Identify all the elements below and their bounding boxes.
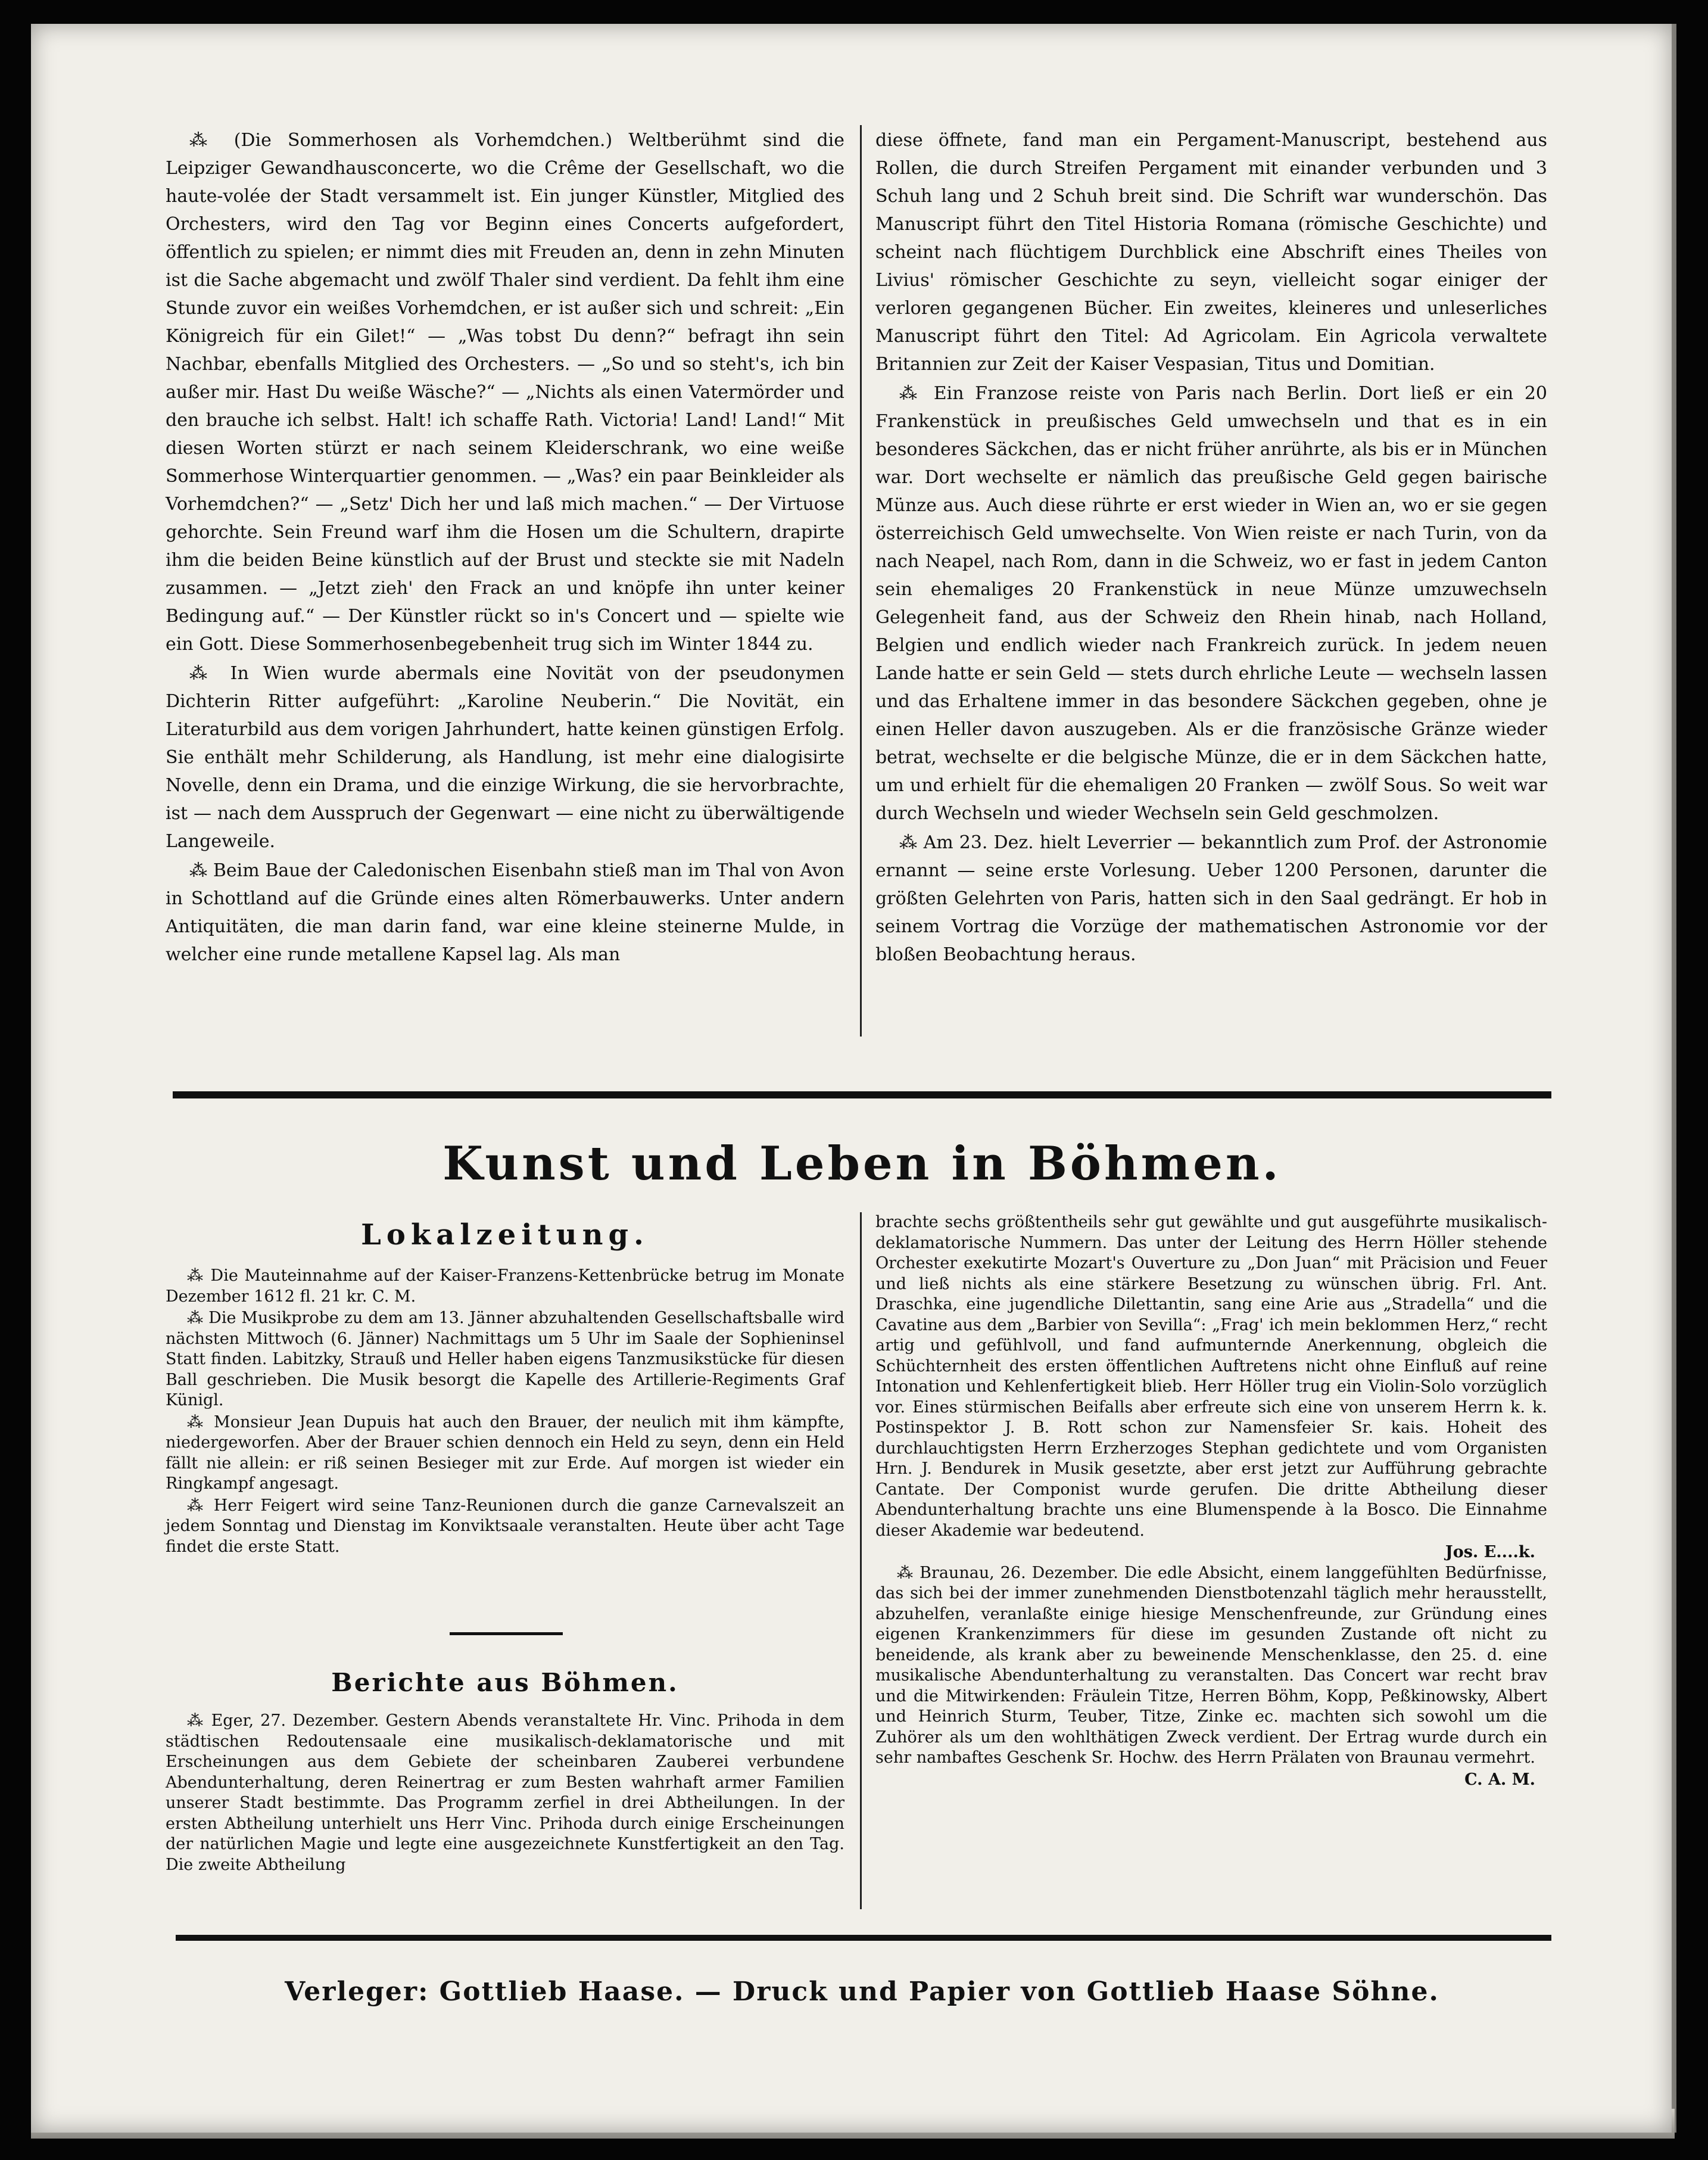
berichte-right-column: [875, 1212, 1547, 1790]
short-divider: [450, 1632, 563, 1635]
imprint-line: Verleger: Gottlieb Haase. — Druck und Papier von Gottlieb Haase Söhne.: [285, 1977, 1439, 2007]
top-right-column: [875, 126, 1547, 970]
top-left-column: [166, 126, 844, 970]
news-item: ⁂ Monsieur Jean Dupuis hat auch den Brauer, der neulich mit ihm kämpfte, niedergeworfen. Aber der Brauer schien dennoch ein Held zu seyn, denn ein Held fällt nie allein: er riß seinen Besieger mit zur Erde. Auf morgen ist wieder ein Ringkampf angesagt.: [166, 1412, 844, 1493]
report-paragraph: ⁂ Eger, 27. Dezember. Gestern Abends veranstaltete Hr. Vinc. Prihoda in dem städtischen Redoutensaale eine musikalisch-deklamatorische und mit Erscheinungen aus dem Gebiete der scheinbaren Zauberei verbundene Abendunterhaltung, deren Reinertrag er zum Besten wahrhaft armer Familien unserer Stadt bestimmte. Das Programm zerfiel in drei Abtheilungen. In der ersten Abtheilung unterhielt uns Herr Vinc. Prihoda durch einige Erscheinungen der natürlichen Magie und legte eine ausgezeichnete Kunstfertigkeit an den Tag. Die zweite Abtheilung: [166, 1711, 844, 1874]
article-paragraph: ⁂ (Die Sommerhosen als Vorhemdchen.) Weltberühmt sind die Leipziger Gewandhausconcerte, wo die Crême der Gesellschaft, wo die haute-volée der Stadt versammelt ist. Ein junger Künstler, Mitglied des Orchesters, wird den Tag vor Beginn eines Concerts aufgefordert, öffentlich zu spielen; er nimmt dies mit Freuden an, denn in zehn Minuten ist die Sache abgemacht und zwölf Thaler sind verdient. Da fehlt ihm eine Stunde zuvor ein weißes Vorhemdchen, er ist außer sich und schreit: „Ein Königreich für ein Gilet!“ — „Was tobst Du denn?“ befragt ihn sein Nachbar, ebenfalls Mitglied des Orchesters. — „So und so steht's, ich bin außer mir. Hast Du weiße Wäsche?“ — „Nichts als einen Vatermörder und den brauche ich selbst. Halt! ich schaffe Rath. Victoria! Land! Land!“ Mit diesen Worten stürzt er nach seinem Kleiderschrank, wo eine weiße Sommerhose Winterquartier genommen. — „Was? ein paar Beinkleider als Vorhemdchen?“ — „Setz' Dich her und laß mich machen.“ — Der Virtuose gehorchte. Sein Freund warf ihm die Hosen um die Schultern, drapirte ihm die beiden Beine künstlich auf der Brust und steckte sie mit Nadeln zusammen. — „Jetzt zieh' den Frack an und knöpfe ihn unter keiner Bedingung auf.“ — Der Künstler rückt so in's Concert und — spielte wie ein Gott. Diese Sommerhosenbegebenheit trug sich im Winter 1844 zu.: [166, 130, 844, 655]
article-paragraph: ⁂ Beim Baue der Caledonischen Eisenbahn stieß man im Thal von Avon in Schottland auf die Gründe eines alten Römerbauwerks. Unter andern Antiquitäten, die man darin fand, war eine kleine steinerne Mulde, in welcher eine runde metallene Kapsel lag. Als man: [166, 860, 844, 965]
signature: C. A. M.: [1464, 1770, 1535, 1789]
news-item: ⁂ Die Musikprobe zu dem am 13. Jänner abzuhaltenden Gesellschaftsballe wird nächsten Mittwoch (6. Jänner) Nachmittags um 5 Uhr im Saale der Sophieninsel Statt finden. Labitzky, Strauß und Heller haben eigens Tanzmusikstücke für diesen Ball geschrieben. Die Musik besorgt die Kapelle des Artillerie-Regiments Graf Künigl.: [166, 1309, 844, 1409]
lokalzeitung-heading: Lokalzeitung.: [361, 1218, 649, 1252]
article-paragraph: diese öffnete, fand man ein Pergament-Manuscript, bestehend aus Rollen, die durch Streifen Pergament mit einander verbunden und 3 Schuh lang und 2 Schuh breit sind. Die Schrift war wunderschön. Das Manuscript führt den Titel Historia Romana (römische Geschichte) und scheint nach flüchtigem Durchblick eine Abschrift eines Theiles von Livius' römischer Geschichte zu seyn, vielleicht sogar einiger der verloren gegangenen Bücher. Ein zweites, kleineres und unleserliches Manuscript führt den Titel: Ad Agricolam. Ein Agricola verwaltete Britannien zur Zeit der Kaiser Vespasian, Titus und Domitian.: [875, 130, 1547, 375]
news-item: ⁂ Die Mauteinnahme auf der Kaiser-Franzens-Kettenbrücke betrug im Monate Dezember 1612 fl. 21 kr. C. M.: [166, 1266, 844, 1306]
signature: Jos. E....k.: [1445, 1543, 1535, 1561]
news-item: ⁂ Herr Feigert wird seine Tanz-Reunionen durch die ganze Carnevalszeit an jedem Sonntag und Dienstag im Konviktsaale veranstalten. Heute über acht Tage findet die erste Statt.: [166, 1496, 844, 1556]
article-paragraph: ⁂ In Wien wurde abermals eine Novität von der pseudonymen Dichterin Ritter aufgeführt: „Karoline Neuberin.“ Die Novität, ein Literaturbild aus dem vorigen Jahrhundert, hatte keinen günstigen Erfolg. Sie enthält mehr Schilderung, als Handlung, ist mehr eine dialogisirte Novelle, denn ein Drama, und die einzige Wirkung, die sie hervorbrachte, ist — nach dem Ausspruch der Gegenwart — eine nicht zu überwältigende Langeweile.: [166, 663, 844, 852]
berichte-left-column: [166, 1711, 844, 1876]
article-paragraph: ⁂ Am 23. Dez. hielt Leverrier — bekanntlich zum Prof. der Astronomie ernannt — seine erste Vorlesung. Ueber 1200 Personen, darunter die größten Gelehrten von Paris, hatten sich in den Saal gedrängt. Er hob in seinem Vortrag die Vorzüge der mathematischen Astronomie vor der bloßen Beobachtung heraus.: [875, 832, 1547, 965]
report-paragraph: brachte sechs größtentheils sehr gut gewählte und gut ausgeführte musikalisch-deklamatorische Nummern. Das unter der Leitung des Herrn Höller stehende Orchester exekutirte Mozart's Ouverture zu „Don Juan“ mit Präcision und Feuer und ließ nichts als eine stärkere Besetzung zu wünschen übrig. Frl. Ant. Draschka, eine jugendliche Dilettantin, sang eine Arie aus „Stradella“ und die Cavatine aus dem „Barbier von Sevilla“: „Frag' ich mein beklommen Herz,“ recht artig und gefühlvoll, und fand aufmunternde Anerkennung, obgleich die Schüchternheit des ersten öffentlichen Auftretens nicht ohne Einfluß auf reine Intonation und Kehlenfertigkeit blieb. Herr Höller trug ein Violin-Solo vorzüglich vor. Eines stürmischen Beifalls aber erfreute sich eine von unserem Herrn k. k. Postinspektor J. B. Rott schon zur Namensfeier Sr. kais. Hoheit des durchlauchtigsten Herrn Erzherzoges Stephan gedichtete und vom Organisten Hrn. J. Bendurek in Musik gesetzte, aber erst jetzt zur Aufführung gebrachte Cantate. Der Componist wurde gerufen. Die dritte Abtheilung dieser Abendunterhaltung brachte uns eine Blumenspende à la Bosco. Die Einnahme dieser Akademie war bedeutend.: [875, 1213, 1547, 1540]
berichte-heading: Berichte aus Böhmen.: [331, 1668, 679, 1697]
column-divider: [860, 1212, 862, 1909]
article-paragraph: ⁂ Ein Franzose reiste von Paris nach Berlin. Dort ließ er ein 20 Frankenstück in preußisches Geld umwechseln und that es in ein besonderes Säckchen, das er nicht früher anrührte, als bis er in München war. Dort wechselte er nämlich das preußische Geld gegen bairische Münze aus. Auch diese rührte er erst wieder in Wien an, wo er sie gegen österreichisch Geld umwechselte. Von Wien reiste er nach Turin, von da nach Neapel, nach Rom, dann in die Schweiz, wo er fast in jedem Canton sein ehemaliges 20 Frankenstück in neue Münze umzuwechseln Gelegenheit fand, aus der Schweiz den Rhein hinab, nach Holland, Belgien und endlich wieder nach Frankreich zurück. In jedem neuen Lande hatte er sein Geld — stets durch ehrliche Leute — wechseln lassen und das Erhaltene immer in das besondere Säckchen gegeben, ohne je einen Heller davon auszugeben. Als er die französische Gränze wieder betrat, wechselte er die belgische Münze, die er in dem Säckchen hatte, um und erhielt für die ehemaligen 20 Franken — zwölf Sous. So weit war durch Wechseln und wieder Wechseln sein Geld geschmolzen.: [875, 383, 1547, 824]
report-paragraph: ⁂ Braunau, 26. Dezember. Die edle Absicht, einem langgefühlten Bedürfnisse, das sich bei der immer zunehmenden Dienstbotenzahl täglich mehr herausstellt, abzuhelfen, veranlaßte einige hiesige Menschenfreunde, zur Gründung eines eigenen Krankenzimmers für diese im gesunden Zustande oft nicht zu beneidende, als krank aber zu beweinende Menschenklasse, den 25. d. eine musikalische Abendunterhaltung zu veranstalten. Das Concert war recht brav und die Mitwirkenden: Fräulein Titze, Herren Böhm, Kopp, Peßkinowsky, Albert und Heinrich Sturm, Teuber, Titze, Zinke ec. machten sich sowohl um die Zuhörer als um den wohlthätigen Zweck verdient. Der Ertrag wurde durch ein sehr nambaftes Geschenk Sr. Hochw. des Herrn Prälaten von Braunau vermehrt.: [875, 1563, 1547, 1767]
section-rule: [173, 1091, 1551, 1098]
footer-rule: [176, 1935, 1551, 1941]
column-divider: [860, 125, 862, 1037]
section-title: Kunst und Leben in Böhmen.: [442, 1137, 1282, 1191]
lokalzeitung-column: [166, 1266, 844, 1558]
